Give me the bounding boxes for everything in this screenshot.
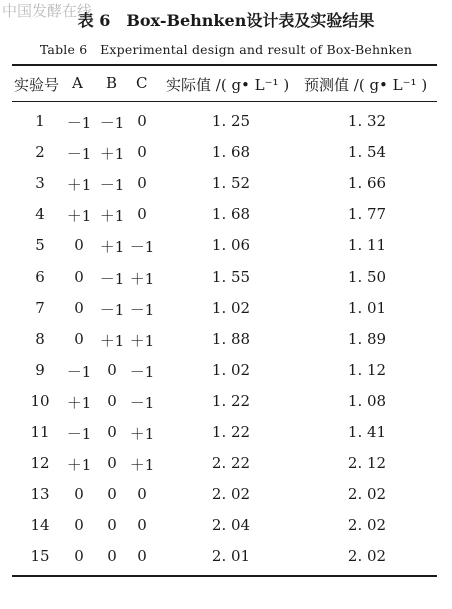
cell-actual-value: 2. 02: [211, 485, 251, 504]
cell-factor-a: 0: [74, 485, 84, 504]
table-row: [0, 361, 452, 391]
cell-actual-value: 1. 25: [211, 112, 251, 130]
cell-run-number: 2: [35, 143, 45, 162]
table-row: [0, 516, 452, 546]
table-row: [0, 454, 452, 484]
cell-factor-a: 0: [74, 329, 84, 348]
top-rule: [12, 64, 437, 66]
cell-predicted-value: 1. 08: [347, 391, 387, 410]
cell-factor-a: 0: [74, 267, 84, 286]
cell-factor-a: －1: [66, 362, 92, 381]
cell-factor-b: －1: [99, 176, 125, 195]
cell-factor-c: 0: [137, 205, 147, 224]
header-actual-value: 实际值 /( g• L⁻¹ ): [166, 76, 290, 94]
table-row: [0, 143, 452, 173]
cell-factor-c: 0: [137, 174, 147, 193]
cell-factor-a: ＋1: [66, 207, 92, 226]
cell-factor-b: ＋1: [99, 331, 125, 350]
table-row: [0, 112, 452, 142]
cell-run-number: 9: [35, 360, 45, 379]
table-row: [0, 205, 452, 235]
cell-predicted-value: 1. 54: [347, 143, 387, 162]
cell-factor-a: ＋1: [66, 176, 92, 195]
cell-factor-b: 0: [107, 360, 117, 379]
header-factor-b: B: [106, 74, 118, 92]
cell-factor-b: ＋1: [99, 207, 125, 226]
cell-factor-b: 0: [107, 423, 117, 441]
cell-run-number: 14: [30, 516, 50, 535]
cell-predicted-value: 1. 32: [347, 112, 387, 130]
cell-predicted-value: 1. 01: [347, 298, 387, 317]
watermark: 中国发酵在线: [2, 2, 93, 20]
cell-actual-value: 1. 88: [211, 329, 251, 348]
bottom-rule: [12, 575, 437, 577]
cell-run-number: 8: [35, 329, 45, 348]
cell-factor-b: 0: [107, 516, 117, 535]
cell-factor-c: 0: [137, 485, 147, 504]
table-row: [0, 547, 452, 577]
cell-predicted-value: 2. 02: [347, 516, 387, 535]
cell-run-number: 7: [35, 298, 45, 317]
cell-run-number: 3: [35, 174, 45, 193]
cell-run-number: 11: [30, 423, 50, 441]
header-run-number: 实验号: [14, 76, 60, 94]
cell-factor-a: －1: [66, 114, 92, 132]
table-title-en: Table 6 Experimental design and result of Box-Behnken: [39, 42, 413, 57]
cell-predicted-value: 2. 12: [347, 454, 387, 473]
cell-factor-a: 0: [74, 236, 84, 255]
cell-predicted-value: 2. 02: [347, 547, 387, 566]
cell-predicted-value: 2. 02: [347, 485, 387, 504]
cell-run-number: 4: [35, 205, 45, 224]
cell-predicted-value: 1. 77: [347, 205, 387, 224]
cell-factor-b: －1: [99, 269, 125, 288]
cell-factor-c: ＋1: [129, 269, 155, 288]
cell-factor-c: －1: [129, 362, 155, 381]
cell-predicted-value: 1. 89: [347, 329, 387, 348]
cell-actual-value: 1. 02: [211, 298, 251, 317]
cell-predicted-value: 1. 11: [347, 236, 387, 255]
cell-actual-value: 1. 22: [211, 391, 251, 410]
cell-factor-c: －1: [129, 300, 155, 319]
header-factor-a: A: [72, 74, 83, 92]
table-row: [0, 485, 452, 515]
cell-factor-c: ＋1: [129, 425, 155, 443]
cell-factor-c: 0: [137, 143, 147, 162]
cell-factor-b: ＋1: [99, 238, 125, 257]
cell-factor-b: 0: [107, 485, 117, 504]
cell-factor-b: 0: [107, 547, 117, 566]
table-row: [0, 299, 452, 329]
header-factor-c: C: [136, 74, 148, 92]
cell-actual-value: 1. 06: [211, 236, 251, 255]
cell-run-number: 15: [30, 547, 50, 566]
cell-actual-value: 1. 68: [211, 143, 251, 162]
cell-factor-a: 0: [74, 516, 84, 535]
cell-factor-a: ＋1: [66, 456, 92, 475]
cell-factor-c: －1: [129, 238, 155, 257]
cell-factor-c: 0: [137, 112, 147, 130]
table-row: [0, 423, 452, 453]
cell-predicted-value: 1. 50: [347, 267, 387, 286]
cell-factor-a: 0: [74, 547, 84, 566]
cell-actual-value: 1. 02: [211, 360, 251, 379]
cell-run-number: 12: [30, 454, 50, 473]
cell-run-number: 5: [35, 236, 45, 255]
cell-factor-a: －1: [66, 145, 92, 164]
cell-factor-b: 0: [107, 454, 117, 473]
cell-run-number: 1: [35, 112, 45, 130]
cell-factor-c: ＋1: [129, 331, 155, 350]
cell-factor-b: －1: [99, 114, 125, 132]
cell-actual-value: 1. 55: [211, 267, 251, 286]
cell-factor-c: 0: [137, 516, 147, 535]
cell-run-number: 10: [30, 391, 50, 410]
cell-predicted-value: 1. 41: [347, 423, 387, 441]
cell-actual-value: 2. 04: [211, 516, 251, 535]
cell-factor-b: 0: [107, 391, 117, 410]
header-predicted-value: 预测值 /( g• L⁻¹ ): [304, 76, 428, 94]
cell-factor-c: 0: [137, 547, 147, 566]
cell-factor-c: －1: [129, 393, 155, 412]
cell-factor-b: －1: [99, 300, 125, 319]
header-rule: [12, 101, 437, 102]
table-row: [0, 174, 452, 204]
cell-actual-value: 1. 22: [211, 423, 251, 441]
cell-factor-b: ＋1: [99, 145, 125, 164]
table-title-cn: 表 6 Box-Behnken设计表及实验结果: [77, 11, 375, 30]
cell-predicted-value: 1. 12: [347, 360, 387, 379]
cell-run-number: 13: [30, 485, 50, 504]
cell-factor-c: ＋1: [129, 456, 155, 475]
cell-run-number: 6: [35, 267, 45, 286]
cell-actual-value: 2. 22: [211, 454, 251, 473]
cell-actual-value: 1. 52: [211, 174, 251, 193]
table-row: [0, 236, 452, 266]
table-row: [0, 392, 452, 422]
cell-actual-value: 2. 01: [211, 547, 251, 566]
table-row: [0, 268, 452, 298]
cell-predicted-value: 1. 66: [347, 174, 387, 193]
cell-factor-a: ＋1: [66, 393, 92, 412]
cell-actual-value: 1. 68: [211, 205, 251, 224]
cell-factor-a: 0: [74, 298, 84, 317]
cell-factor-a: －1: [66, 425, 92, 443]
table-row: [0, 330, 452, 360]
